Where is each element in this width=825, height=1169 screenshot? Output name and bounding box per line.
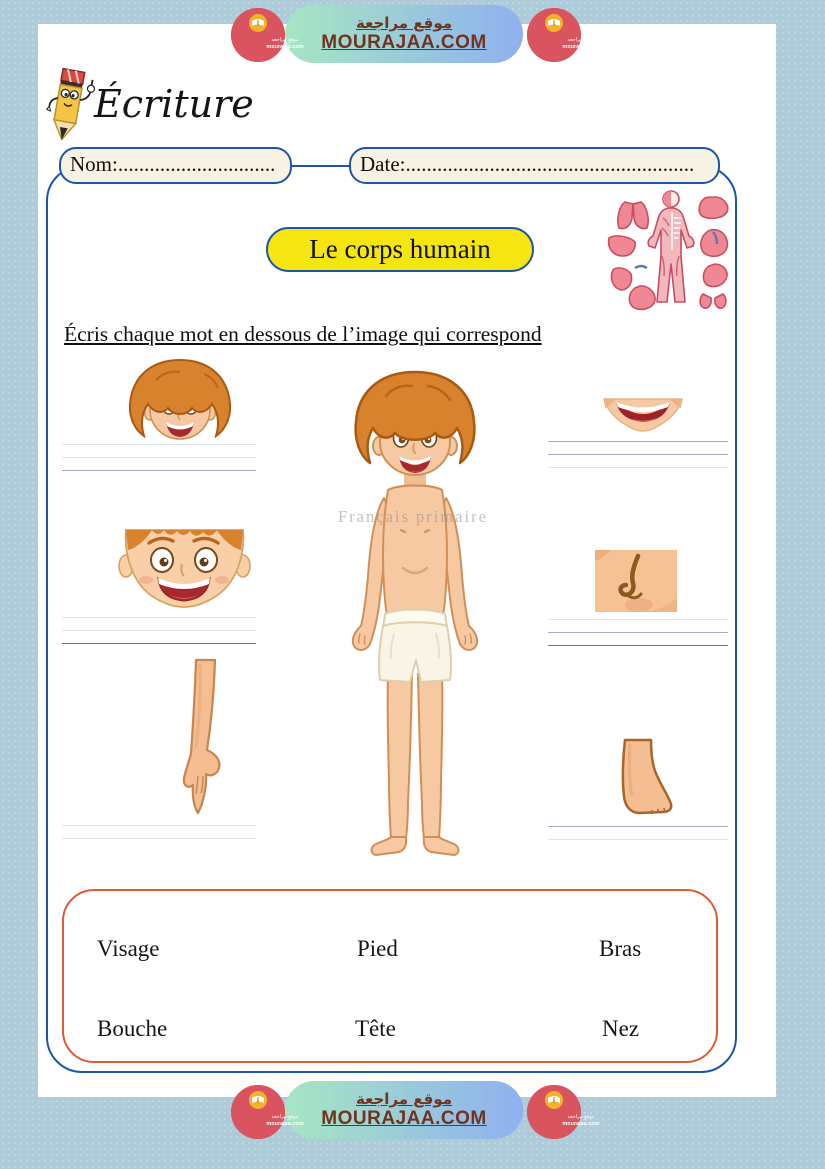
anatomy-chart-image	[605, 186, 737, 312]
logo-domain: mourajaa.com	[562, 44, 600, 50]
word-pied: Pied	[357, 936, 398, 961]
instruction-text: Écris chaque mot en dessous de l’image qui correspond	[64, 322, 542, 346]
pencil-mascot-icon	[44, 66, 96, 146]
word-bouche: Bouche	[97, 1016, 168, 1041]
answer-lines-nose[interactable]	[548, 619, 728, 646]
logo-arabic: موقع مراجعة	[271, 37, 299, 43]
book-icon	[231, 8, 285, 62]
site-logo	[231, 8, 304, 62]
logo-domain: mourajaa.com	[266, 44, 304, 50]
banner-site-link[interactable]: MOURAJAA.COM	[321, 1108, 487, 1129]
watermark-text: Français primaire	[338, 507, 488, 526]
logo-arabic: موقع مراجعة	[567, 1114, 595, 1120]
site-banner-bottom	[285, 1081, 523, 1139]
logo-arabic: موقع مراجعة	[567, 37, 595, 43]
word-bank	[62, 889, 718, 1063]
book-icon	[231, 1085, 285, 1139]
site-logo	[527, 1085, 600, 1139]
head-image	[112, 356, 248, 444]
book-icon	[527, 8, 581, 62]
site-banner-top	[285, 5, 523, 63]
banner-arabic-title: موقع مراجعة	[355, 1090, 453, 1108]
logo-domain: mourajaa.com	[562, 1121, 600, 1127]
section-title: Écriture	[94, 82, 254, 126]
mouth-image	[602, 398, 684, 432]
full-body-boy-image	[298, 362, 532, 878]
logo-arabic: موقع مراجعة	[271, 1114, 299, 1120]
banner-site-link[interactable]: MOURAJAA.COM	[321, 32, 487, 53]
date-field[interactable]: Date:.......................................................	[349, 147, 720, 184]
nose-image	[595, 550, 677, 612]
foot-image	[608, 738, 676, 816]
banner-arabic-title: موقع مراجعة	[355, 14, 453, 32]
worksheet-title-text: Le corps humain	[309, 234, 491, 264]
answer-lines-face[interactable]	[62, 617, 256, 644]
word-bras: Bras	[599, 936, 642, 961]
word-tete: Tête	[355, 1016, 396, 1041]
answer-lines-foot[interactable]	[548, 826, 728, 840]
answer-lines-mouth[interactable]	[548, 441, 728, 468]
site-logo	[231, 1085, 304, 1139]
word-visage: Visage	[97, 936, 160, 961]
logo-domain: mourajaa.com	[266, 1121, 304, 1127]
arm-image	[152, 658, 236, 826]
site-logo	[527, 8, 600, 62]
answer-lines-arm[interactable]	[62, 825, 256, 839]
worksheet-title	[266, 227, 534, 272]
book-icon	[527, 1085, 581, 1139]
nom-field[interactable]: Nom:..............................	[59, 147, 292, 184]
word-nez: Nez	[602, 1016, 640, 1041]
answer-lines-head[interactable]	[62, 444, 256, 471]
face-image	[118, 528, 251, 612]
